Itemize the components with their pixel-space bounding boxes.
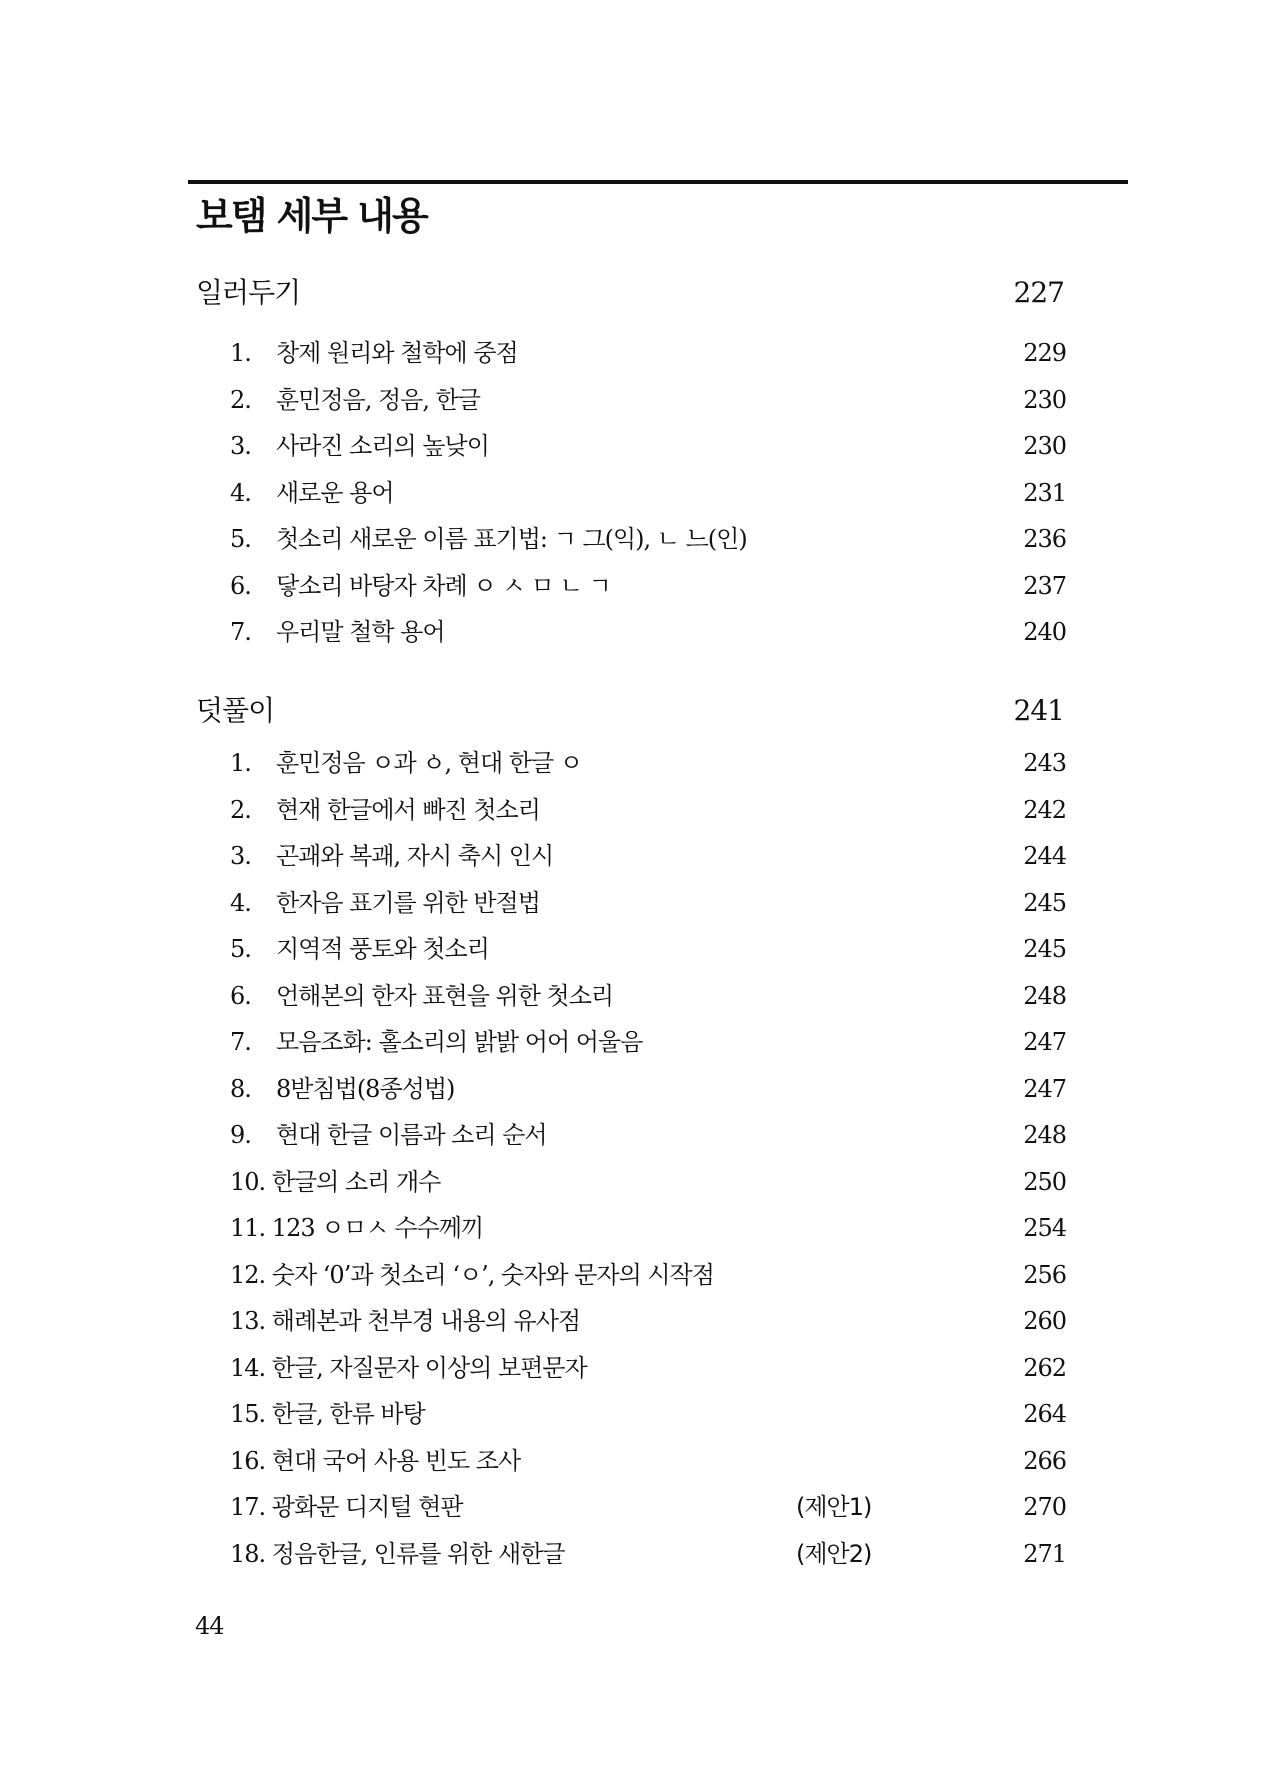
entry-page: 248 [1023, 1121, 1066, 1149]
toc-entry[interactable] [196, 609, 1116, 656]
section-heading[interactable] [196, 268, 1116, 318]
toc-entry[interactable] [196, 1159, 1116, 1206]
toc-entry[interactable] [196, 516, 1116, 563]
entry-number: 1. [230, 339, 251, 367]
section-heading[interactable] [196, 686, 1116, 736]
entry-title: 8받침법(8종성법) [276, 1074, 455, 1103]
entry-page: 254 [1023, 1214, 1066, 1242]
entry-title: 현재 한글에서 빠진 첫소리 [276, 795, 540, 824]
toc-entry[interactable] [196, 740, 1116, 787]
section-page: 227 [1013, 276, 1064, 309]
entry-page: 256 [1023, 1260, 1066, 1289]
section-notes [196, 268, 1116, 656]
entry-title: 16. 현대 국어 사용 빈도 조사 [230, 1446, 521, 1475]
toc-entry[interactable] [196, 973, 1116, 1020]
entry-page: 262 [1023, 1353, 1066, 1382]
section-page: 241 [1013, 694, 1064, 727]
entry-title: 12. 숫자 ‘0’과 첫소리 ‘ㅇ’, 숫자와 문자의 시작점 [230, 1260, 714, 1289]
entry-number: 9. [230, 1121, 251, 1149]
entry-page: 245 [1023, 935, 1066, 963]
toc-entry[interactable] [196, 423, 1116, 470]
entry-page: 266 [1023, 1446, 1066, 1475]
toc-entry[interactable] [196, 1066, 1116, 1113]
entry-page: 236 [1023, 525, 1066, 553]
toc-list [196, 740, 1116, 1577]
entry-title: 17. 광화문 디지털 현판 [230, 1493, 463, 1521]
entry-title: 곤괘와 복괘, 자시 축시 인시 [276, 842, 554, 870]
toc-entry[interactable] [196, 1112, 1116, 1159]
entry-number: 6. [230, 571, 251, 600]
entry-title: 10. 한글의 소리 개수 [230, 1167, 441, 1196]
entry-page: 242 [1023, 795, 1066, 824]
toc-entry[interactable] [196, 1531, 1116, 1578]
entry-page: 247 [1023, 1074, 1066, 1103]
entry-page: 231 [1023, 478, 1066, 507]
toc-entry[interactable] [196, 1484, 1116, 1531]
entry-page: 243 [1023, 749, 1066, 777]
entry-number: 3. [230, 432, 251, 460]
entry-page: 245 [1023, 888, 1066, 917]
entry-number: 2. [230, 385, 251, 414]
entry-title: 14. 한글, 자질문자 이상의 보편문자 [230, 1353, 587, 1382]
entry-title: 현대 한글 이름과 소리 순서 [276, 1121, 547, 1149]
entry-title: 언해본의 한자 표현을 위한 첫소리 [276, 981, 614, 1010]
entry-number: 4. [230, 888, 251, 917]
toc-entry[interactable] [196, 1252, 1116, 1299]
entry-title: 훈민정음, 정음, 한글 [276, 385, 480, 414]
entry-number: 8. [230, 1074, 251, 1103]
entry-title: 훈민정음 ㅇ과 ㆁ, 현대 한글 ㅇ [276, 749, 582, 777]
entry-page: 240 [1023, 618, 1066, 646]
toc-entry[interactable] [196, 1019, 1116, 1066]
entry-title: 창제 원리와 철학에 중점 [276, 339, 518, 367]
toc-entry[interactable] [196, 926, 1116, 973]
entry-title: 15. 한글, 한류 바탕 [230, 1400, 425, 1428]
entry-title: 우리말 철학 용어 [276, 618, 445, 646]
header-rule [188, 180, 1128, 184]
entry-page: 270 [1023, 1493, 1066, 1521]
entry-note: (제안2) [796, 1539, 872, 1568]
section-label: 덧풀이 [196, 694, 275, 727]
toc-entry[interactable] [196, 1205, 1116, 1252]
entry-page: 247 [1023, 1028, 1066, 1056]
entry-page: 230 [1023, 432, 1066, 460]
entry-page: 244 [1023, 842, 1066, 870]
entry-title: 모음조화: 홀소리의 밝밝 어어 어울음 [276, 1028, 643, 1056]
entry-number: 5. [230, 935, 251, 963]
toc-entry[interactable] [196, 833, 1116, 880]
entry-number: 7. [230, 618, 251, 646]
entry-number: 7. [230, 1028, 251, 1056]
section-label: 일러두기 [196, 276, 301, 309]
entry-note: (제안1) [796, 1493, 872, 1521]
entry-title: 닿소리 바탕자 차례 ㅇ ㅅ ㅁ ㄴ ㄱ [276, 571, 611, 600]
section-appendix [196, 686, 1116, 1577]
entry-title: 첫소리 새로운 이름 표기법: ㄱ 그(익), ㄴ 느(인) [276, 525, 747, 553]
toc-entry[interactable] [196, 1391, 1116, 1438]
toc-entry[interactable] [196, 1438, 1116, 1485]
toc-list [196, 330, 1116, 656]
entry-number: 2. [230, 795, 251, 824]
toc-entry[interactable] [196, 1345, 1116, 1392]
entry-page: 229 [1023, 339, 1066, 367]
entry-number: 6. [230, 981, 251, 1010]
entry-number: 4. [230, 478, 251, 507]
toc-entry[interactable] [196, 377, 1116, 424]
entry-page: 271 [1023, 1539, 1066, 1568]
entry-title: 새로운 용어 [276, 478, 394, 507]
entry-page: 250 [1023, 1167, 1066, 1196]
entry-title: 18. 정음한글, 인류를 위한 새한글 [230, 1539, 565, 1568]
entry-number: 1. [230, 749, 251, 777]
page-title: 보탬 세부 내용 [196, 194, 427, 238]
entry-page: 260 [1023, 1307, 1066, 1335]
entry-title: 13. 해례본과 천부경 내용의 유사점 [230, 1307, 581, 1335]
entry-page: 264 [1023, 1400, 1066, 1428]
entry-number: 5. [230, 525, 251, 553]
entry-page: 248 [1023, 981, 1066, 1010]
entry-page: 237 [1023, 571, 1066, 600]
entry-page: 230 [1023, 385, 1066, 414]
entry-title: 지역적 풍토와 첫소리 [276, 935, 489, 963]
entry-title: 한자음 표기를 위한 반절법 [276, 888, 540, 917]
toc-entry[interactable] [196, 787, 1116, 834]
toc-entry[interactable] [196, 563, 1116, 610]
toc-entry[interactable] [196, 1298, 1116, 1345]
entry-title: 사라진 소리의 높낮이 [276, 432, 489, 460]
entry-number: 3. [230, 842, 251, 870]
toc-entry[interactable] [196, 880, 1116, 927]
page-number: 44 [195, 1612, 224, 1640]
toc-entry[interactable] [196, 330, 1116, 377]
entry-title: 11. 123 ㅇㅁㅅ 수수께끼 [230, 1214, 484, 1242]
toc-entry[interactable] [196, 470, 1116, 517]
